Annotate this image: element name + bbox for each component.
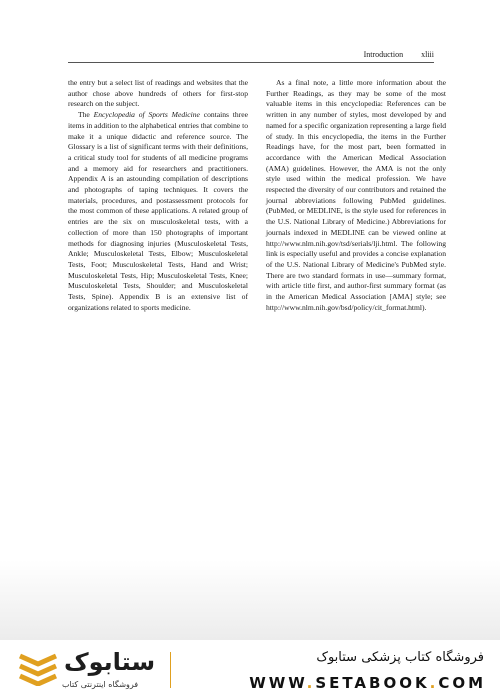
right-column <box>266 78 446 313</box>
url-prefix: WWW <box>249 674 307 692</box>
left-paragraph-1: the entry but a select list of readings and websites that the author chose above hundreds of others for first-stop research on the subject. <box>68 78 248 109</box>
page-shadow <box>0 560 500 640</box>
book-title: Encyclopedia of Sports Medicine <box>93 110 200 120</box>
book-stack-icon <box>16 650 60 686</box>
running-head <box>68 50 434 63</box>
shop-url[interactable] <box>249 674 486 692</box>
footer-divider <box>170 652 171 688</box>
publisher-logo <box>14 648 164 692</box>
url-domain: SETABOOK <box>315 674 430 692</box>
url-dot: . <box>429 674 439 692</box>
right-paragraph-1: As a final note, a little more information about the Further Readings, as they may be some of the most valuable items in this encyclopedia: References can be written in any number of styles, most developed by and named for a specific organization representing a large field of study. In this encyclopedia, the items in the Further Readings have, for the most part, been formatted in accordance with the American Medical Association (AMA) guidelines. However, the AMA is not the only style used within the medical profession. We have respected the diversity of our contributors and retained the journal abbreviations following PubMed guidelines. (PubMed, or MEDLINE, is the style used for references in the U.S. National Library of Medicine.) Abbreviations for journals indexed in MEDLINE can be viewed online at http://www.nlm.nih.gov/tsd/serials/lji.html. The following link is especially useful and provides a concise explanation of the U.S. National Library of Medicine's PubMed style. There are two standard formats in use—summary format, with article title first, and author-first summary format (as in the American Medical Association [AMA] style; see http://www.nlm.nih.gov/bsd/policy/cit_format.html). <box>266 78 446 312</box>
page-number: xliii <box>421 50 434 59</box>
left-column <box>68 78 248 313</box>
url-tld: COM <box>438 674 486 692</box>
logo-subtitle: فروشگاه اینترنتی کتاب <box>62 680 139 689</box>
left-paragraph-2 <box>68 110 248 313</box>
shop-name: فروشگاه کتاب پزشکی ستابوک <box>316 650 484 665</box>
url-dot: . <box>306 674 316 692</box>
logo-wordmark: ستابوک <box>64 648 156 676</box>
section-title: Introduction <box>363 50 404 59</box>
p2-body: contains three items in addition to the alphabetical entries that combine to make it a unique didactic and reference source. The Glossary is a list of significant terms with their definitions, a critical study tool for students of all medicine programs and a memory aid for researchers and practitioners. Appendix A is an astounding compilation of descriptions and photographs of taping techniques. It covers the materials, procedures, and postassessment protocols for the most common of these applications. A related group of entries are the six on musculoskeletal tests, with a collection of more than 150 photographs of important methods for diagnosing injuries (Musculoskeletal Tests, Ankle; Musculoskeletal Tests, Elbow; Musculoskeletal Tests, Foot; Musculoskeletal Tests, Hand and Wrist; Musculoskeletal Tests, Hip; Musculoskeletal Tests, Knee; Musculoskeletal Tests, Shoulder; and Musculoskeletal Tests, Spine). Appendix B is an extensive list of organizations related to sports medicine. <box>68 110 248 312</box>
p2-lead: The <box>78 110 94 120</box>
watermark-footer <box>0 640 500 700</box>
